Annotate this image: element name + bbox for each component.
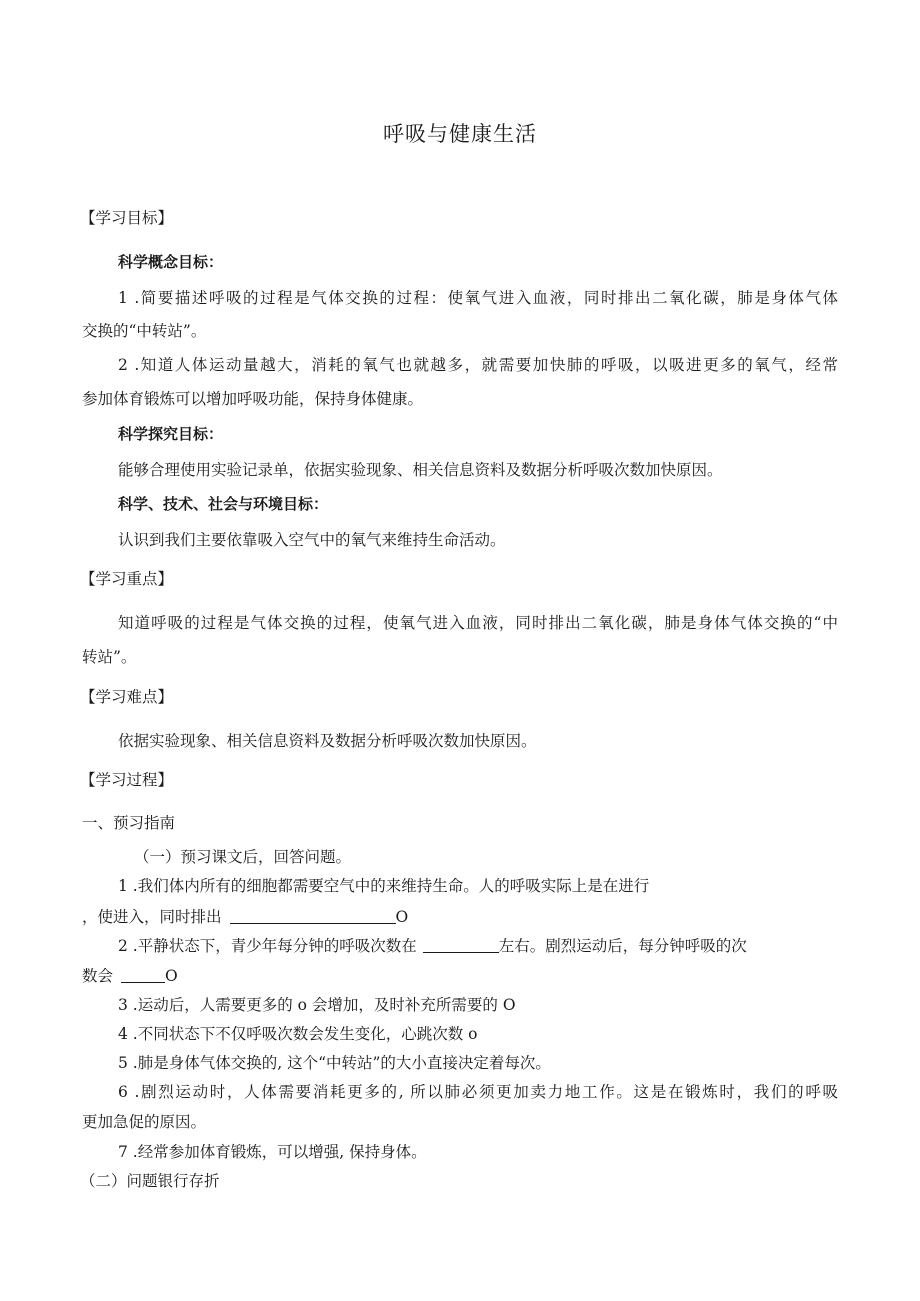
answer-blank <box>121 968 165 983</box>
concept-goal-1-line2: 交换的“中转站”。 <box>82 322 207 340</box>
learning-goals-heading: 【学习目标】 <box>80 209 174 227</box>
question-2-text-c: 数会 <box>82 967 114 985</box>
concept-goals-heading: 科学概念目标： <box>118 253 224 271</box>
sts-goals-heading: 科学、技术、社会与环境目标： <box>118 495 329 513</box>
answer-blank <box>423 938 499 953</box>
question-1-line1: 1 .我们体内所有的细胞都需要空气中的来维持生命。人的呼吸实际上是在进行 <box>118 877 650 895</box>
question-2-line2 <box>82 968 178 985</box>
question-7: 7 .经常参加体育锻炼，可以增强, 保持身体。 <box>118 1143 427 1161</box>
question-6-line2: 更加急促的原因。 <box>82 1113 207 1131</box>
question-1-text: ，使进入，同时排出 <box>82 908 222 926</box>
page-title: 呼吸与健康生活 <box>383 122 537 146</box>
concept-goal-2-line1: 2 .知道人体运动量越大，消耗的氧气也就越多，就需要加快肺的呼吸，以吸进更多的氧气，经常 <box>118 356 838 374</box>
subsection-preview-questions: （一）预习课文后，回答问题。 <box>134 848 352 866</box>
answer-blank <box>230 909 396 924</box>
process-heading: 【学习过程】 <box>80 771 174 789</box>
question-2-text-b: 左右。剧烈运动后，每分钟呼吸的次 <box>498 937 747 955</box>
difficulties-text: 依据实验现象、相关信息资料及数据分析呼吸次数加快原因。 <box>118 732 537 750</box>
inquiry-goals-heading: 科学探究目标： <box>118 425 224 443</box>
concept-goal-1-line1: 1 .简要描述呼吸的过程是气体交换的过程：使氧气进入血液，同时排出二氧化碳，肺是身体气体 <box>118 289 838 307</box>
question-6-line1: 6 .剧烈运动时，人体需要消耗更多的, 所以肺必须更加卖力地工作。这是在锻炼时，我们的呼吸 <box>118 1083 838 1101</box>
inquiry-goals-text: 能够合理使用实验记录单，依据实验现象、相关信息资料及数据分析呼吸次数加快原因。 <box>118 461 723 479</box>
question-5: 5 .肺是身体气体交换的, 这个“中转站”的大小直接决定着每次。 <box>118 1054 551 1072</box>
question-2-text-a: 2 .平静状态下，青少年每分钟的呼吸次数在 <box>118 937 417 955</box>
concept-goal-2-line2: 参加体育锻炼可以增加呼吸功能，保持身体健康。 <box>82 390 424 408</box>
key-points-line2: 转站”。 <box>82 648 137 666</box>
section-preview-guide: 一、预习指南 <box>82 814 176 832</box>
sts-goals-text: 认识到我们主要依靠吸入空气中的氧气来维持生命活动。 <box>118 531 506 549</box>
question-1-end: O <box>395 908 409 926</box>
question-2-line1 <box>118 938 747 955</box>
question-4: 4 .不同状态下不仅呼吸次数会发生变化，心跳次数 o <box>118 1025 478 1043</box>
difficulties-heading: 【学习难点】 <box>80 688 174 706</box>
key-points-line1: 知道呼吸的过程是气体交换的过程，使氧气进入血液，同时排出二氧化碳，肺是身体气体交换的“中 <box>118 614 838 632</box>
key-points-heading: 【学习重点】 <box>80 570 174 588</box>
subsection-question-bank: （二）问题银行存折 <box>80 1172 220 1190</box>
question-1-line2 <box>82 909 408 926</box>
question-2-end: O <box>165 967 178 985</box>
question-3: 3 .运动后，人需要更多的 o 会增加，及时补充所需要的 O <box>118 996 516 1014</box>
